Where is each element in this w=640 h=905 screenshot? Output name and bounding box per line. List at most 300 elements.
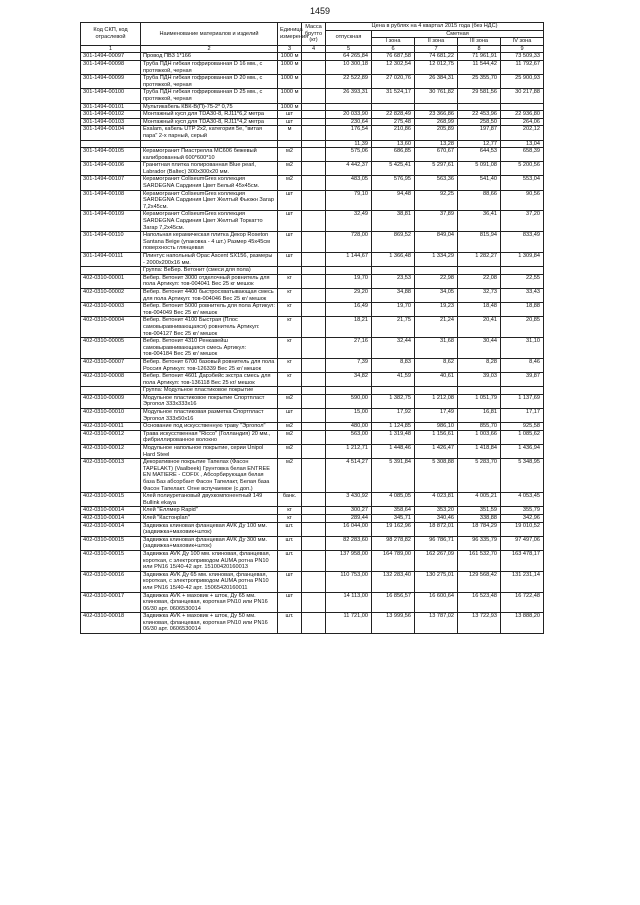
table-row bbox=[81, 140, 544, 148]
item-code: 402-0310-00008 bbox=[81, 373, 141, 387]
item-mass bbox=[302, 423, 326, 431]
price-zone-3 bbox=[458, 387, 501, 395]
price-zone-3: 197,87 bbox=[458, 126, 501, 140]
price-release: 34,82 bbox=[326, 373, 372, 387]
item-mass bbox=[302, 592, 326, 613]
item-unit: кг bbox=[278, 338, 302, 359]
price-zone-1: 1 319,48 bbox=[372, 430, 415, 444]
item-unit: шт bbox=[278, 592, 302, 613]
price-release bbox=[326, 103, 372, 111]
price-zone-2: 92,25 bbox=[415, 190, 458, 211]
item-unit: шт bbox=[278, 232, 302, 253]
item-code: 402-0310-00011 bbox=[81, 423, 141, 431]
price-zone-3 bbox=[458, 267, 501, 275]
item-mass bbox=[302, 60, 326, 74]
item-unit: м2 bbox=[278, 394, 302, 408]
price-zone-2: 37,89 bbox=[415, 211, 458, 232]
column-number: 8 bbox=[458, 45, 501, 53]
item-name: Вебер. Ветонит 3000 отделочный ровнитель для пола Артикул: тов-004041 Вес 25 кг мешок bbox=[141, 274, 278, 288]
price-zone-3: 18,48 bbox=[458, 303, 501, 317]
item-mass bbox=[302, 148, 326, 162]
table-row bbox=[81, 60, 544, 74]
table-row bbox=[81, 75, 544, 89]
item-unit: шт. bbox=[278, 613, 302, 634]
item-code: 301-1494-00098 bbox=[81, 60, 141, 74]
header-row bbox=[81, 23, 544, 31]
price-zone-4: 90,56 bbox=[501, 190, 544, 211]
price-zone-2: 74 681,22 bbox=[415, 53, 458, 61]
item-code: 402-0310-00015 bbox=[81, 493, 141, 507]
price-zone-3: 161 532,70 bbox=[458, 550, 501, 571]
header-zone-3: III зона bbox=[458, 38, 501, 46]
price-zone-4: 833,49 bbox=[501, 232, 544, 253]
price-release: 11,39 bbox=[326, 140, 372, 148]
item-code: 301-1494-00101 bbox=[81, 103, 141, 111]
item-mass bbox=[302, 394, 326, 408]
item-name: Клей "Еллмер Rapid" bbox=[141, 507, 278, 515]
item-unit bbox=[278, 140, 302, 148]
item-mass bbox=[302, 89, 326, 103]
price-zone-2: 23 366,86 bbox=[415, 111, 458, 119]
item-unit bbox=[278, 387, 302, 395]
item-code bbox=[81, 267, 141, 275]
price-zone-1 bbox=[372, 267, 415, 275]
table-row bbox=[81, 358, 544, 372]
item-code: 402-0310-00014 bbox=[81, 507, 141, 515]
item-mass bbox=[302, 176, 326, 190]
price-zone-1 bbox=[372, 387, 415, 395]
price-zone-3: 29 581,56 bbox=[458, 89, 501, 103]
price-release: 4 514,27 bbox=[326, 459, 372, 493]
price-zone-4: 4 053,45 bbox=[501, 493, 544, 507]
price-zone-1: 31 524,17 bbox=[372, 89, 415, 103]
price-zone-3: 1 282,27 bbox=[458, 253, 501, 267]
item-mass bbox=[302, 514, 326, 522]
price-zone-3: 4 005,21 bbox=[458, 493, 501, 507]
item-name: Задвижка клиновая фланцевая AVK Ду 300 мм. (задвижка+маховик+шток) bbox=[141, 536, 278, 550]
price-zone-1: 1 448,46 bbox=[372, 445, 415, 459]
price-release: 11 721,00 bbox=[326, 613, 372, 634]
price-zone-3: 258,50 bbox=[458, 118, 501, 126]
item-unit: м2 bbox=[278, 423, 302, 431]
price-zone-1: 210,86 bbox=[372, 126, 415, 140]
column-number: 2 bbox=[141, 45, 278, 53]
price-zone-1: 576,95 bbox=[372, 176, 415, 190]
price-zone-3: 338,88 bbox=[458, 514, 501, 522]
item-mass bbox=[302, 445, 326, 459]
price-zone-3: 39,03 bbox=[458, 373, 501, 387]
item-name: Керамогранит ColiseumGres коллекция SARDEGNA Сардиния Цвет Белый 45х45см. bbox=[141, 176, 278, 190]
item-name: Мультикабель КВК-В(П)-75-2* 0,75 bbox=[141, 103, 278, 111]
price-zone-4 bbox=[501, 267, 544, 275]
column-number: 7 bbox=[415, 45, 458, 53]
price-release: 137 958,00 bbox=[326, 550, 372, 571]
item-name: Труба ПДН гибкая гофрированная D 16 мм., с протяжкой, черная bbox=[141, 60, 278, 74]
table-row bbox=[81, 118, 544, 126]
item-unit: шт. bbox=[278, 536, 302, 550]
item-unit: м2 bbox=[278, 162, 302, 176]
table-row bbox=[81, 89, 544, 103]
price-zone-2: 21,24 bbox=[415, 317, 458, 338]
price-zone-2: 13,28 bbox=[415, 140, 458, 148]
item-name: Задвижка AVK Ду 100 мм. клиновая, фланцевая, короткая, с электроприводом AUMA ротна PN10 или PN16 15/40-42 арт. 15100420160013 bbox=[141, 550, 278, 571]
item-mass bbox=[302, 550, 326, 571]
price-zone-4: 37,20 bbox=[501, 211, 544, 232]
item-name: Керамогранит ColiseumGres коллекция SARDEGNA Сардиния Цвет Желтый Фьюжн Загар 7,2х45см. bbox=[141, 190, 278, 211]
item-unit: м bbox=[278, 126, 302, 140]
price-zone-3: 20,41 bbox=[458, 317, 501, 338]
item-unit: кг bbox=[278, 514, 302, 522]
price-zone-1: 12 302,54 bbox=[372, 60, 415, 74]
price-zone-2: 986,10 bbox=[415, 423, 458, 431]
item-name: Клей "Кастонplan" bbox=[141, 514, 278, 522]
price-zone-2: 19,23 bbox=[415, 303, 458, 317]
item-code: 301-1494-00097 bbox=[81, 53, 141, 61]
price-zone-3: 13 722,93 bbox=[458, 613, 501, 634]
header-price-group: Цена в рублях на 4 квартал 2015 года (без НДС) bbox=[326, 23, 544, 31]
item-mass bbox=[302, 211, 326, 232]
column-numbers-row bbox=[81, 45, 544, 53]
price-zone-3: 541,40 bbox=[458, 176, 501, 190]
item-unit: шт bbox=[278, 111, 302, 119]
price-release: 1 144,67 bbox=[326, 253, 372, 267]
price-zone-4: 5 200,56 bbox=[501, 162, 544, 176]
price-zone-4 bbox=[501, 387, 544, 395]
price-zone-1: 5 391,84 bbox=[372, 459, 415, 493]
price-zone-4: 22,55 bbox=[501, 274, 544, 288]
price-zone-4: 131 231,14 bbox=[501, 571, 544, 592]
item-name: Керамогранит Пиастрелла MC606 бежевый калиброванный 600*600*10 bbox=[141, 148, 278, 162]
table-row bbox=[81, 423, 544, 431]
item-unit: кг bbox=[278, 358, 302, 372]
price-release: 300,27 bbox=[326, 507, 372, 515]
table-row bbox=[81, 103, 544, 111]
price-zone-1: 23,53 bbox=[372, 274, 415, 288]
price-zone-2: 1 212,08 bbox=[415, 394, 458, 408]
table-row bbox=[81, 373, 544, 387]
table-row bbox=[81, 211, 544, 232]
item-unit: м2 bbox=[278, 176, 302, 190]
price-release bbox=[326, 267, 372, 275]
item-name bbox=[141, 140, 278, 148]
price-zone-3: 815,94 bbox=[458, 232, 501, 253]
price-zone-3: 1 051,79 bbox=[458, 394, 501, 408]
price-zone-3: 16 523,48 bbox=[458, 592, 501, 613]
price-zone-1: 8,83 bbox=[372, 358, 415, 372]
price-zone-3: 88,66 bbox=[458, 190, 501, 211]
table-row bbox=[81, 288, 544, 302]
table-row bbox=[81, 550, 544, 571]
price-zone-3: 855,70 bbox=[458, 423, 501, 431]
item-code: 301-1494-00104 bbox=[81, 126, 141, 140]
item-mass bbox=[302, 317, 326, 338]
price-zone-1: 41,59 bbox=[372, 373, 415, 387]
price-zone-3: 96 335,79 bbox=[458, 536, 501, 550]
price-zone-2: 13 787,02 bbox=[415, 613, 458, 634]
price-zone-3: 32,73 bbox=[458, 288, 501, 302]
column-number: 1 bbox=[81, 45, 141, 53]
price-release: 3 430,92 bbox=[326, 493, 372, 507]
table-row bbox=[81, 394, 544, 408]
item-unit bbox=[278, 267, 302, 275]
price-zone-1: 345,71 bbox=[372, 514, 415, 522]
price-zone-4: 17,17 bbox=[501, 409, 544, 423]
table-row bbox=[81, 571, 544, 592]
item-name: Вебер. Ветонит 4601 Дарэбейс экстра смесь для пола Артикул: тов-136118 Вес 25 кг/ мешок bbox=[141, 373, 278, 387]
column-number: 9 bbox=[501, 45, 544, 53]
price-release: 4 442,37 bbox=[326, 162, 372, 176]
price-release: 27,16 bbox=[326, 338, 372, 359]
item-code: 402-0310-00001 bbox=[81, 274, 141, 288]
item-code: 301-1494-00103 bbox=[81, 118, 141, 126]
price-zone-2: 353,20 bbox=[415, 507, 458, 515]
header-name: Наименование материалов и изделий bbox=[141, 23, 278, 46]
item-mass bbox=[302, 536, 326, 550]
table-row bbox=[81, 338, 544, 359]
item-unit: 1000 м bbox=[278, 53, 302, 61]
column-number: 3 bbox=[278, 45, 302, 53]
price-release: 575,06 bbox=[326, 148, 372, 162]
table-row bbox=[81, 522, 544, 536]
table-body bbox=[81, 53, 544, 634]
item-mass bbox=[302, 75, 326, 89]
price-zone-2: 1 334,29 bbox=[415, 253, 458, 267]
price-zone-2: 34,05 bbox=[415, 288, 458, 302]
price-release: 14 113,00 bbox=[326, 592, 372, 613]
item-code: 402-0310-00007 bbox=[81, 358, 141, 372]
item-mass bbox=[302, 126, 326, 140]
item-mass bbox=[302, 613, 326, 634]
header-zone-1: I зона bbox=[372, 38, 415, 46]
price-release: 16 044,00 bbox=[326, 522, 372, 536]
price-zone-4: 8,46 bbox=[501, 358, 544, 372]
price-zone-1: 1 124,85 bbox=[372, 423, 415, 431]
price-zone-3: 11 544,42 bbox=[458, 60, 501, 74]
price-zone-2 bbox=[415, 103, 458, 111]
price-zone-3: 8,28 bbox=[458, 358, 501, 372]
price-zone-4: 11 792,67 bbox=[501, 60, 544, 74]
price-zone-2: 16 600,64 bbox=[415, 592, 458, 613]
item-code: 402-0310-00015 bbox=[81, 550, 141, 571]
header-zone-4: IV зона bbox=[501, 38, 544, 46]
item-code: 402-0310-00013 bbox=[81, 459, 141, 493]
price-zone-3: 18 784,29 bbox=[458, 522, 501, 536]
price-zone-2: 12 012,75 bbox=[415, 60, 458, 74]
item-name: Задвижка AVK Ду 65 мм. клиновая, фланцевая, короткая, с электроприводом AUMA ротна PN10 или PN16 15/40-42 арт. 15065420160011 bbox=[141, 571, 278, 592]
item-mass bbox=[302, 53, 326, 61]
price-zone-3: 5 091,08 bbox=[458, 162, 501, 176]
item-code: 402-0310-00015 bbox=[81, 536, 141, 550]
item-name: Трава искусственная "Ricco" (Голландия) 20 мм., фибриллированное волокно bbox=[141, 430, 278, 444]
item-code: 402-0310-00002 bbox=[81, 288, 141, 302]
price-zone-1: 21,75 bbox=[372, 317, 415, 338]
price-zone-1: 358,64 bbox=[372, 507, 415, 515]
price-zone-1: 13,60 bbox=[372, 140, 415, 148]
item-mass bbox=[302, 409, 326, 423]
table-row bbox=[81, 162, 544, 176]
item-mass bbox=[302, 430, 326, 444]
price-zone-3: 129 568,42 bbox=[458, 571, 501, 592]
price-zone-2: 670,67 bbox=[415, 148, 458, 162]
price-release: 29,20 bbox=[326, 288, 372, 302]
price-zone-3: 351,59 bbox=[458, 507, 501, 515]
item-unit: шт bbox=[278, 571, 302, 592]
price-zone-2: 162 267,09 bbox=[415, 550, 458, 571]
price-zone-1: 32,44 bbox=[372, 338, 415, 359]
item-name: Группа: ВеБер. Ветонит (смеси для пола) bbox=[141, 267, 278, 275]
item-code bbox=[81, 387, 141, 395]
item-unit: шт. bbox=[278, 522, 302, 536]
item-name: Вебер. Ветонит 6700 базовый ровнитель для пола Россия Артикул: тов-126339 Вес 25 кг/ мешок bbox=[141, 358, 278, 372]
column-number: 5 bbox=[326, 45, 372, 53]
item-mass bbox=[302, 571, 326, 592]
header-code: Код СКП, код отраслевой bbox=[81, 23, 141, 46]
price-release: 7,39 bbox=[326, 358, 372, 372]
item-name: Задвижка AVK + маховик + шток, Ду 50 мм. клиновая, фланцевая, короткая PN10 или PN16 06/30 арт. 0606530014 bbox=[141, 613, 278, 634]
item-unit: 1000 м bbox=[278, 89, 302, 103]
item-mass bbox=[302, 140, 326, 148]
item-mass bbox=[302, 288, 326, 302]
price-zone-2 bbox=[415, 387, 458, 395]
item-name: Провод ПВ3 1*166 bbox=[141, 53, 278, 61]
item-code: 402-0310-00009 bbox=[81, 394, 141, 408]
price-zone-1: 132 283,40 bbox=[372, 571, 415, 592]
price-zone-3: 36,41 bbox=[458, 211, 501, 232]
item-code bbox=[81, 140, 141, 148]
price-zone-2: 5 297,61 bbox=[415, 162, 458, 176]
item-name: Модульное напольное покрытие, серии Unipol Hard Steel bbox=[141, 445, 278, 459]
price-zone-1: 1 366,48 bbox=[372, 253, 415, 267]
price-zone-1: 4 085,05 bbox=[372, 493, 415, 507]
price-zone-3: 1 003,66 bbox=[458, 430, 501, 444]
price-release: 289,44 bbox=[326, 514, 372, 522]
table-row bbox=[81, 409, 544, 423]
item-name: Труба ПДН гибкая гофрированная D 25 мм., с протяжкой, черная bbox=[141, 89, 278, 103]
column-number: 4 bbox=[302, 45, 326, 53]
price-zone-4: 13 888,20 bbox=[501, 613, 544, 634]
table-row bbox=[81, 514, 544, 522]
price-zone-3: 22 453,96 bbox=[458, 111, 501, 119]
table-row bbox=[81, 536, 544, 550]
item-code: 402-0310-00010 bbox=[81, 409, 141, 423]
item-mass bbox=[302, 190, 326, 211]
price-zone-4: 19 010,52 bbox=[501, 522, 544, 536]
item-code: 301-1494-00107 bbox=[81, 176, 141, 190]
price-zone-4: 1 137,69 bbox=[501, 394, 544, 408]
price-release bbox=[326, 387, 372, 395]
item-code: 301-1494-00099 bbox=[81, 75, 141, 89]
table-row bbox=[81, 232, 544, 253]
price-zone-2: 4 023,81 bbox=[415, 493, 458, 507]
item-mass bbox=[302, 303, 326, 317]
item-code: 301-1494-00100 bbox=[81, 89, 141, 103]
header-mass: Масса брутто (кг) bbox=[302, 23, 326, 46]
item-mass bbox=[302, 111, 326, 119]
table-row bbox=[81, 507, 544, 515]
item-unit: шт bbox=[278, 409, 302, 423]
item-unit: шт bbox=[278, 190, 302, 211]
item-code: 402-0310-00003 bbox=[81, 303, 141, 317]
price-zone-2: 130 275,01 bbox=[415, 571, 458, 592]
item-mass bbox=[302, 232, 326, 253]
item-code: 402-0310-00012 bbox=[81, 430, 141, 444]
item-mass bbox=[302, 253, 326, 267]
group-row bbox=[81, 387, 544, 395]
item-name: Модульное пластиковое покрытие Спортпласт Эргопол 333х333х16 bbox=[141, 394, 278, 408]
price-release: 18,21 bbox=[326, 317, 372, 338]
price-release: 15,00 bbox=[326, 409, 372, 423]
price-zone-4: 553,04 bbox=[501, 176, 544, 190]
price-release: 26 393,31 bbox=[326, 89, 372, 103]
column-number: 6 bbox=[372, 45, 415, 53]
price-zone-1: 76 687,58 bbox=[372, 53, 415, 61]
item-unit: 1000 м bbox=[278, 103, 302, 111]
item-unit: кг bbox=[278, 373, 302, 387]
price-zone-3: 5 283,70 bbox=[458, 459, 501, 493]
table-row bbox=[81, 303, 544, 317]
item-name: Напольная керамическая плитка Декор Roseton Santana Beige (упаковка - 4 шт.) Размер 45х45см поверхность глянцевая bbox=[141, 232, 278, 253]
price-zone-2: 22,98 bbox=[415, 274, 458, 288]
price-zone-1: 19 162,96 bbox=[372, 522, 415, 536]
price-zone-4: 163 478,17 bbox=[501, 550, 544, 571]
price-zone-4: 342,96 bbox=[501, 514, 544, 522]
item-unit: кг bbox=[278, 303, 302, 317]
price-zone-3: 22,08 bbox=[458, 274, 501, 288]
price-release: 10 300,18 bbox=[326, 60, 372, 74]
item-code: 301-1494-00102 bbox=[81, 111, 141, 119]
item-code: 402-0310-00014 bbox=[81, 514, 141, 522]
table-row bbox=[81, 613, 544, 634]
item-name: Клей полиуретановый двухкомпонентный 149 Bullink ekaya bbox=[141, 493, 278, 507]
price-zone-4: 30 217,88 bbox=[501, 89, 544, 103]
price-zone-2: 849,04 bbox=[415, 232, 458, 253]
item-name: Вебер. Ветонит 4100 Быстрая (Плос самовыравнивающаяся) ровнитель Артикул: тов-004127 Вес 25 кг/ мешок bbox=[141, 317, 278, 338]
price-zone-1: 16 856,57 bbox=[372, 592, 415, 613]
price-zone-1: 98 278,82 bbox=[372, 536, 415, 550]
item-unit: банк. bbox=[278, 493, 302, 507]
table-row bbox=[81, 148, 544, 162]
price-zone-4: 33,43 bbox=[501, 288, 544, 302]
price-zone-1: 275,48 bbox=[372, 118, 415, 126]
price-release: 64 265,84 bbox=[326, 53, 372, 61]
price-zone-1: 94,48 bbox=[372, 190, 415, 211]
item-code: 301-1494-00111 bbox=[81, 253, 141, 267]
price-zone-1: 1 382,75 bbox=[372, 394, 415, 408]
price-zone-4: 20,85 bbox=[501, 317, 544, 338]
table-row bbox=[81, 445, 544, 459]
item-name: Вебер. Ветонит 4310 Ренкавейш самовыравнивающаяся смесь Артикул: тов-004184 Вес 25 кг/ мешок bbox=[141, 338, 278, 359]
item-name: Модульное пластиковая разметка Спортпласт Эргопол 333х50х16 bbox=[141, 409, 278, 423]
price-zone-2: 563,36 bbox=[415, 176, 458, 190]
item-unit: кг bbox=[278, 274, 302, 288]
price-release: 480,00 bbox=[326, 423, 372, 431]
price-zone-2: 40,61 bbox=[415, 373, 458, 387]
price-release: 230,64 bbox=[326, 118, 372, 126]
price-release: 110 753,00 bbox=[326, 571, 372, 592]
price-zone-1: 5 425,41 bbox=[372, 162, 415, 176]
price-zone-2: 1 426,47 bbox=[415, 445, 458, 459]
item-name: Монтажный кусп для TDA30-8, RJ11*4,2 метра bbox=[141, 118, 278, 126]
price-zone-4: 97 497,06 bbox=[501, 536, 544, 550]
page-number: 1459 bbox=[309, 6, 331, 16]
price-zone-3: 12,77 bbox=[458, 140, 501, 148]
item-code: 301-1494-00109 bbox=[81, 211, 141, 232]
item-code: 402-0310-00018 bbox=[81, 613, 141, 634]
item-code: 402-0310-00012 bbox=[81, 445, 141, 459]
price-zone-3: 1 418,84 bbox=[458, 445, 501, 459]
price-table bbox=[80, 22, 544, 634]
price-zone-2: 340,46 bbox=[415, 514, 458, 522]
